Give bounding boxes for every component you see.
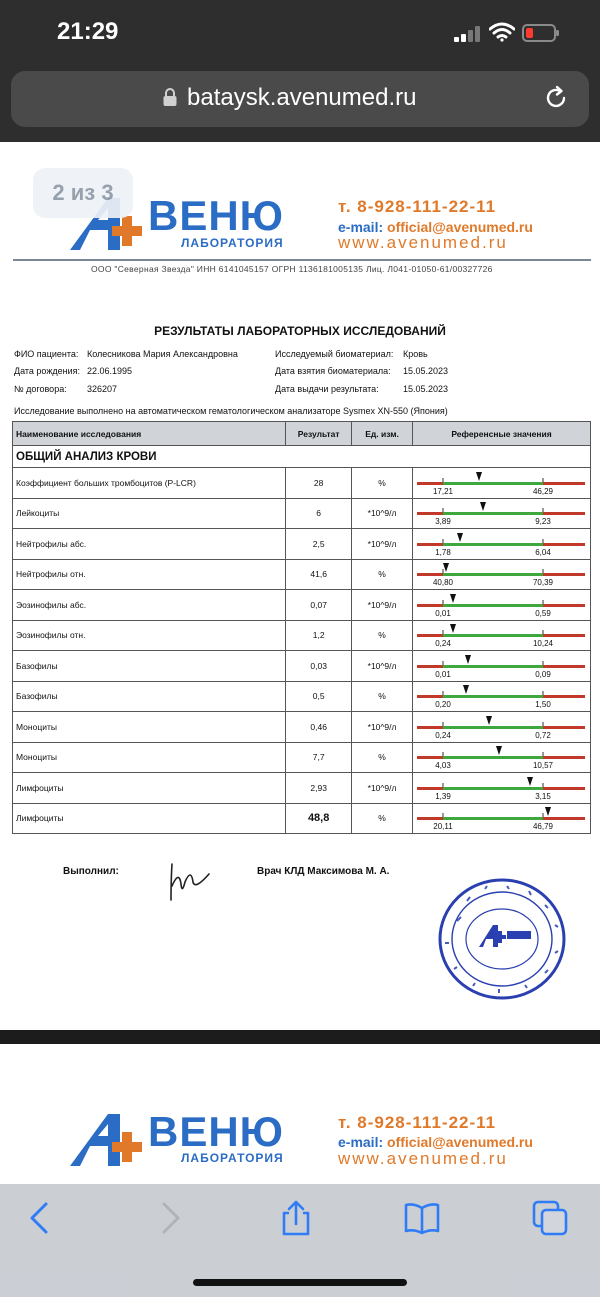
ref-high-label: 10,24 bbox=[532, 639, 553, 649]
value-marker bbox=[527, 777, 533, 786]
value-marker bbox=[463, 685, 469, 694]
row-name: Лейкоциты bbox=[13, 498, 286, 529]
taken-label: Дата взятия биоматериала: bbox=[275, 366, 391, 376]
bar-high-zone bbox=[543, 787, 585, 790]
issued-value: 15.05.2023 bbox=[403, 384, 449, 394]
ref-low-label: 3,89 bbox=[435, 517, 451, 527]
row-unit: *10^9/л bbox=[352, 529, 413, 560]
table-row bbox=[13, 559, 591, 590]
ref-high-label: 10,57 bbox=[532, 761, 553, 771]
reference-bar bbox=[413, 743, 589, 771]
page-indicator: 2 из 3 bbox=[33, 168, 133, 218]
ref-low-label: 0,01 bbox=[435, 669, 451, 679]
value-marker bbox=[476, 472, 482, 481]
table-row bbox=[13, 803, 591, 834]
row-result: 0,07 bbox=[286, 590, 352, 621]
ref-high-label: 3,15 bbox=[535, 791, 551, 801]
row-name: Лимфоциты bbox=[13, 773, 286, 804]
patient-label: ФИО пациента: bbox=[14, 349, 79, 359]
ref-high-label: 46,29 bbox=[532, 486, 553, 496]
contact-email-line-page2: e-mail: official@avenumed.ru bbox=[338, 1134, 533, 1150]
biomaterial-value: Кровь bbox=[403, 349, 428, 359]
row-name: Эозинофилы абс. bbox=[13, 590, 286, 621]
row-unit: % bbox=[352, 742, 413, 773]
row-result: 28 bbox=[286, 468, 352, 499]
value-marker bbox=[443, 563, 449, 572]
row-unit: % bbox=[352, 559, 413, 590]
bar-high-zone bbox=[543, 817, 585, 820]
row-result: 41,6 bbox=[286, 559, 352, 590]
table-header-row bbox=[13, 422, 591, 446]
bar-low-zone bbox=[417, 634, 443, 637]
row-name: Моноциты bbox=[13, 742, 286, 773]
bar-low-zone bbox=[417, 604, 443, 607]
bar-low-zone bbox=[417, 665, 443, 668]
bar-low-zone bbox=[417, 756, 443, 759]
contract-value: 326207 bbox=[87, 384, 118, 394]
bookmarks-icon[interactable] bbox=[404, 1200, 440, 1236]
share-icon[interactable] bbox=[278, 1200, 314, 1236]
ref-low-label: 20,11 bbox=[433, 822, 453, 832]
value-marker bbox=[496, 746, 502, 755]
bar-low-zone bbox=[417, 695, 443, 698]
bar-normal-zone bbox=[443, 573, 543, 576]
bar-normal-zone bbox=[443, 512, 543, 515]
ref-low-label: 0,24 bbox=[435, 639, 451, 649]
row-reference bbox=[412, 620, 590, 651]
table-row bbox=[13, 681, 591, 712]
ref-low-label: 1,78 bbox=[435, 547, 451, 557]
bar-high-zone bbox=[543, 512, 585, 515]
reference-bar bbox=[413, 469, 589, 497]
row-name: Лимфоциты bbox=[13, 803, 286, 834]
bar-normal-zone bbox=[443, 817, 543, 820]
ref-low-label: 17,21 bbox=[432, 486, 453, 496]
page-gap bbox=[0, 1030, 600, 1044]
organization-stamp bbox=[437, 877, 567, 1001]
ref-high-label: 70,39 bbox=[532, 578, 553, 588]
row-reference bbox=[412, 773, 590, 804]
table-row bbox=[13, 620, 591, 651]
logo-subtitle-page2: ЛАБОРАТОРИЯ bbox=[181, 1151, 284, 1165]
header-reference: Референсные значения bbox=[412, 422, 590, 446]
reference-bar bbox=[413, 804, 589, 832]
row-reference bbox=[412, 712, 590, 743]
row-result: 48,8 bbox=[286, 803, 352, 834]
biomaterial-label: Исследуемый биоматериал: bbox=[275, 349, 394, 359]
bar-high-zone bbox=[543, 543, 585, 546]
reference-bar bbox=[413, 621, 589, 649]
table-row bbox=[13, 712, 591, 743]
row-unit: *10^9/л bbox=[352, 712, 413, 743]
reference-bar bbox=[413, 682, 589, 710]
ref-high-label: 1,50 bbox=[535, 700, 551, 710]
header-name: Наименование исследования bbox=[13, 422, 286, 446]
row-name: Базофилы bbox=[13, 651, 286, 682]
ref-low-label: 0,20 bbox=[435, 700, 451, 710]
row-reference bbox=[412, 681, 590, 712]
reference-bar bbox=[413, 713, 589, 741]
bar-normal-zone bbox=[443, 604, 543, 607]
row-reference bbox=[412, 651, 590, 682]
bar-high-zone bbox=[543, 695, 585, 698]
row-unit: *10^9/л bbox=[352, 590, 413, 621]
header-unit: Ед. изм. bbox=[352, 422, 413, 446]
row-result: 1,2 bbox=[286, 620, 352, 651]
logo-text: ВЕНЮ bbox=[148, 192, 284, 239]
row-name: Нейтрофилы абс. bbox=[13, 529, 286, 560]
battery-icon bbox=[522, 24, 556, 42]
contact-site: www.avenumed.ru bbox=[338, 233, 508, 252]
bar-high-zone bbox=[543, 604, 585, 607]
bar-normal-zone bbox=[443, 787, 543, 790]
ref-high-label: 0,09 bbox=[535, 669, 551, 679]
value-marker bbox=[545, 807, 551, 816]
lock-icon bbox=[163, 87, 177, 107]
table-row bbox=[13, 742, 591, 773]
taken-value: 15.05.2023 bbox=[403, 366, 449, 376]
value-marker bbox=[465, 655, 471, 664]
value-marker bbox=[480, 502, 486, 511]
bar-high-zone bbox=[543, 665, 585, 668]
ref-high-label: 0,72 bbox=[535, 730, 551, 740]
ref-high-label: 46,79 bbox=[532, 822, 553, 832]
table-row bbox=[13, 529, 591, 560]
table-row bbox=[13, 498, 591, 529]
header-divider bbox=[13, 259, 591, 261]
contact-email-line: e-mail: official@avenumed.ru bbox=[338, 219, 533, 235]
birth-label: Дата рождения: bbox=[14, 366, 80, 376]
ref-low-label: 40,80 bbox=[432, 578, 453, 588]
row-name: Нейтрофилы отн. bbox=[13, 559, 286, 590]
bar-low-zone bbox=[417, 482, 443, 485]
bar-normal-zone bbox=[443, 756, 543, 759]
bar-normal-zone bbox=[443, 665, 543, 668]
row-unit: *10^9/л bbox=[352, 773, 413, 804]
bar-high-zone bbox=[543, 634, 585, 637]
table-row bbox=[13, 651, 591, 682]
org-requisites: ООО "Северная Звезда" ИНН 6141045157 ОГРН 1136181005135 Лиц. Л041-01050-61/00327726 bbox=[91, 264, 493, 274]
header-result: Результат bbox=[286, 422, 352, 446]
section-title: ОБЩИЙ АНАЛИЗ КРОВИ bbox=[13, 446, 591, 468]
row-reference bbox=[412, 559, 590, 590]
logo-subtitle: ЛАБОРАТОРИЯ bbox=[181, 236, 284, 250]
row-unit: *10^9/л bbox=[352, 498, 413, 529]
row-result: 6 bbox=[286, 498, 352, 529]
row-unit: % bbox=[352, 620, 413, 651]
forward-icon[interactable] bbox=[152, 1200, 188, 1236]
home-indicator bbox=[193, 1279, 407, 1286]
reload-icon[interactable] bbox=[543, 85, 569, 111]
patient-value: Колесникова Мария Александровна bbox=[87, 349, 238, 359]
row-result: 0,46 bbox=[286, 712, 352, 743]
ref-high-label: 9,23 bbox=[535, 517, 551, 527]
contract-label: № договора: bbox=[14, 384, 67, 394]
row-reference bbox=[412, 590, 590, 621]
bar-low-zone bbox=[417, 726, 443, 729]
row-result: 7,7 bbox=[286, 742, 352, 773]
bar-high-zone bbox=[543, 726, 585, 729]
logo-text-page2: ВЕНЮ bbox=[148, 1108, 284, 1155]
row-result: 2,5 bbox=[286, 529, 352, 560]
reference-bar bbox=[413, 591, 589, 619]
contact-site-page2: www.avenumed.ru bbox=[338, 1149, 508, 1168]
issued-label: Дата выдачи результата: bbox=[275, 384, 379, 394]
bar-normal-zone bbox=[443, 726, 543, 729]
value-marker bbox=[450, 624, 456, 633]
row-name: Эозинофилы отн. bbox=[13, 620, 286, 651]
bar-low-zone bbox=[417, 512, 443, 515]
status-clock: 21:29 bbox=[57, 18, 119, 45]
reference-bar bbox=[413, 530, 589, 558]
ref-high-label: 0,59 bbox=[535, 608, 551, 618]
row-result: 0,03 bbox=[286, 651, 352, 682]
reference-bar bbox=[413, 774, 589, 802]
url-text[interactable]: bataysk.avenumed.ru bbox=[187, 84, 417, 111]
section-row bbox=[13, 446, 591, 468]
performed-label: Выполнил: bbox=[63, 866, 119, 877]
row-name: Моноциты bbox=[13, 712, 286, 743]
ref-high-label: 6,04 bbox=[535, 547, 551, 557]
cellular-signal-icon bbox=[454, 26, 482, 42]
row-unit: % bbox=[352, 803, 413, 834]
bar-low-zone bbox=[417, 787, 443, 790]
bar-normal-zone bbox=[443, 482, 543, 485]
ref-low-label: 4,03 bbox=[435, 761, 451, 771]
reference-bar bbox=[413, 499, 589, 527]
bar-normal-zone bbox=[443, 634, 543, 637]
analyzer-note: Исследование выполнено на автоматическом гематологическом анализаторе Sysmex XN-550 (Япония) bbox=[14, 406, 448, 416]
row-name: Коэффициент больших тромбоцитов (P-LCR) bbox=[13, 468, 286, 499]
row-unit: % bbox=[352, 681, 413, 712]
bar-normal-zone bbox=[443, 543, 543, 546]
wifi-icon bbox=[489, 22, 515, 42]
tabs-icon[interactable] bbox=[532, 1200, 568, 1236]
value-marker bbox=[486, 716, 492, 725]
ref-low-label: 0,01 bbox=[435, 608, 451, 618]
row-reference bbox=[412, 742, 590, 773]
row-result: 2,93 bbox=[286, 773, 352, 804]
doctor-name: Врач КЛД Максимова М. А. bbox=[257, 866, 390, 877]
bar-low-zone bbox=[417, 573, 443, 576]
ref-low-label: 0,24 bbox=[435, 730, 451, 740]
bar-low-zone bbox=[417, 543, 443, 546]
row-unit: % bbox=[352, 468, 413, 499]
row-reference bbox=[412, 468, 590, 499]
bar-high-zone bbox=[543, 573, 585, 576]
document-title: РЕЗУЛЬТАТЫ ЛАБОРАТОРНЫХ ИССЛЕДОВАНИЙ bbox=[154, 324, 446, 338]
reference-bar bbox=[413, 652, 589, 680]
bar-low-zone bbox=[417, 817, 443, 820]
ref-low-label: 1,39 bbox=[435, 791, 451, 801]
table-row bbox=[13, 590, 591, 621]
results-table bbox=[12, 421, 591, 834]
table-row bbox=[13, 468, 591, 499]
bar-normal-zone bbox=[443, 695, 543, 698]
logo-a-mark-page2 bbox=[68, 1112, 148, 1170]
contact-phone: т. 8-928-111-22-11 bbox=[338, 197, 497, 216]
row-reference bbox=[412, 498, 590, 529]
value-marker bbox=[450, 594, 456, 603]
row-unit: *10^9/л bbox=[352, 651, 413, 682]
table-row bbox=[13, 773, 591, 804]
reference-bar bbox=[413, 560, 589, 588]
row-reference bbox=[412, 529, 590, 560]
bar-high-zone bbox=[543, 756, 585, 759]
value-marker bbox=[457, 533, 463, 542]
birth-value: 22.06.1995 bbox=[87, 366, 133, 376]
handwritten-signature bbox=[165, 860, 215, 904]
back-icon[interactable] bbox=[22, 1200, 58, 1236]
bar-high-zone bbox=[543, 482, 585, 485]
row-name: Базофилы bbox=[13, 681, 286, 712]
row-reference bbox=[412, 803, 590, 834]
contact-phone-page2: т. 8-928-111-22-11 bbox=[338, 1113, 497, 1132]
row-result: 0,5 bbox=[286, 681, 352, 712]
